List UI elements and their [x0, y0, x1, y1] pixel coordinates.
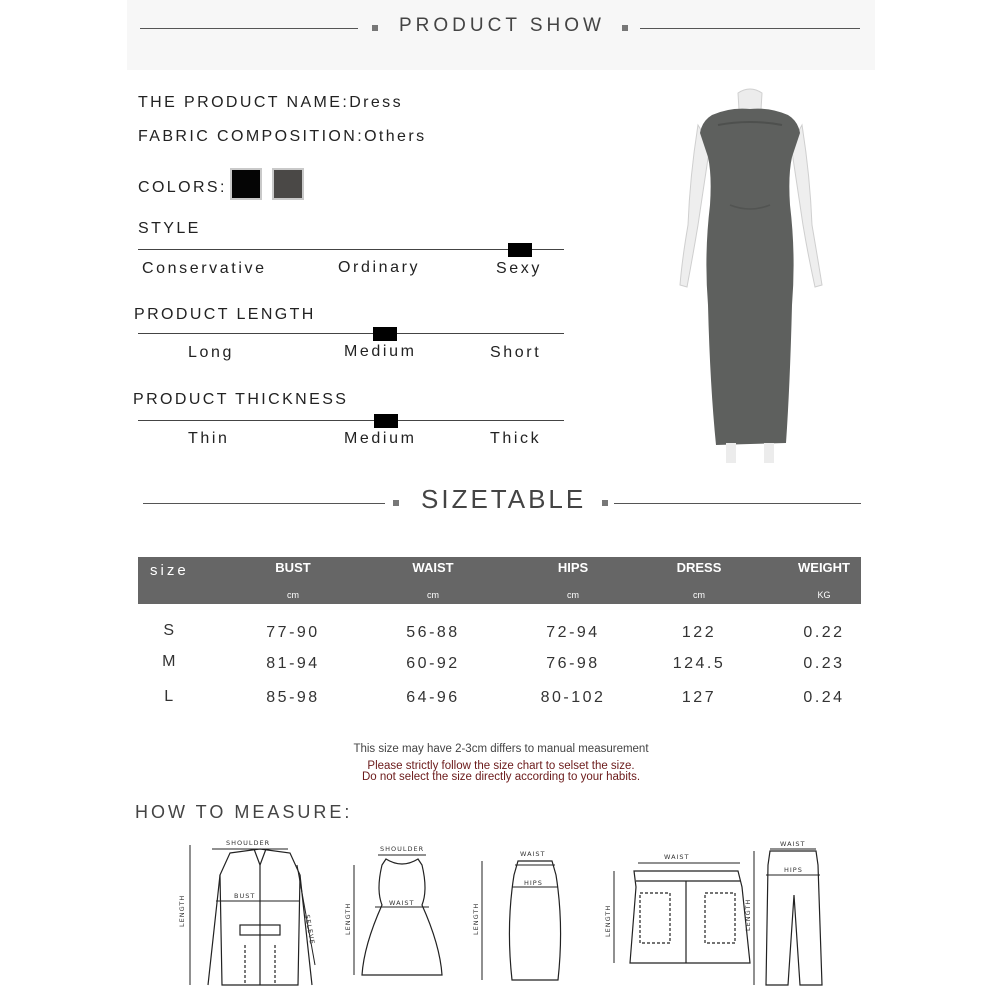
- thickness-option-thin: Thin: [188, 430, 230, 447]
- length-scale-line: [138, 333, 564, 334]
- measurement-diagrams: [170, 835, 870, 995]
- table-row-size: L: [164, 688, 176, 705]
- table-cell: 60-92: [406, 655, 460, 672]
- length-option-long: Long: [188, 344, 234, 361]
- size-column-header: size: [150, 562, 189, 579]
- thickness-option-medium: Medium: [344, 430, 417, 447]
- table-cell: 85-98: [266, 689, 320, 706]
- dress-waist-label: WAIST: [389, 899, 415, 907]
- skirt-hips-label: HIPS: [524, 879, 543, 887]
- length-option-medium: Medium: [344, 343, 417, 360]
- table-cell: 124.5: [672, 655, 726, 672]
- table-cell: 0.22: [803, 624, 845, 641]
- col-header-waist: WAIST: [412, 560, 454, 575]
- jacket-sleeve-label: SELEVE: [303, 913, 317, 946]
- col-header-bust: BUST: [275, 560, 311, 575]
- table-row-size: M: [162, 653, 178, 670]
- how-to-measure-title: HOW TO MEASURE:: [135, 802, 353, 822]
- table-cell: 81-94: [266, 655, 320, 672]
- color-swatch-black[interactable]: [230, 168, 262, 200]
- table-cell: 127: [681, 689, 717, 706]
- shorts-length-label: LENGTH: [604, 904, 612, 937]
- style-option-sexy: Sexy: [496, 260, 542, 277]
- length-option-short: Short: [490, 344, 542, 361]
- shorts-diagram: [614, 863, 750, 963]
- jacket-shoulder-label: SHOULDER: [226, 839, 271, 847]
- length-selected-marker: [373, 327, 397, 341]
- pants-length-label: LENGTH: [744, 898, 752, 931]
- product-name-row: [138, 94, 403, 112]
- length-title: PRODUCT LENGTH: [134, 306, 316, 323]
- fabric-row: [138, 128, 426, 146]
- dress-diagram: [354, 855, 442, 975]
- table-cell: 0.24: [803, 689, 845, 706]
- shorts-waist-label: WAIST: [664, 853, 690, 861]
- pants-waist-label: WAIST: [780, 840, 806, 848]
- fabric-value: Others: [364, 128, 427, 145]
- dress-length-label: LENGTH: [344, 902, 352, 935]
- sizetable-dot-left: [393, 500, 399, 506]
- page-title: PRODUCT SHOW: [399, 15, 605, 36]
- col-header-hips: HIPS: [557, 560, 589, 575]
- col-unit-bust: cm: [287, 590, 299, 600]
- thickness-title: PRODUCT THICKNESS: [133, 391, 349, 408]
- col-unit-weight: KG: [817, 590, 831, 600]
- skirt-waist-label: WAIST: [520, 850, 546, 858]
- jacket-bust-label: BUST: [234, 892, 256, 900]
- product-name-value: Dress: [349, 94, 403, 111]
- table-row-size: S: [163, 622, 177, 639]
- header-divider-left: [140, 28, 358, 29]
- measurement-note: This size may have 2-3cm differs to manual measurement: [353, 743, 649, 755]
- size-warning-line-2: Do not select the size directly according to your habits.: [361, 771, 641, 783]
- jacket-diagram: [190, 845, 315, 985]
- style-option-ordinary: Ordinary: [338, 259, 421, 276]
- dress-shoulder-label: SHOULDER: [380, 845, 425, 853]
- style-title: STYLE: [138, 220, 201, 237]
- thickness-scale-line: [138, 420, 564, 421]
- size-table-header: [138, 557, 861, 604]
- pants-hips-label: HIPS: [784, 866, 803, 874]
- header-divider-right: [640, 28, 860, 29]
- skirt-length-label: LENGTH: [472, 902, 480, 935]
- style-option-conservative: Conservative: [142, 260, 267, 277]
- col-unit-dress: cm: [693, 590, 705, 600]
- table-cell: 72-94: [546, 624, 600, 641]
- colors-label: COLORS:: [138, 179, 227, 196]
- header-dot-left: [372, 25, 378, 31]
- table-cell: 0.23: [803, 655, 845, 672]
- style-selected-marker: [508, 243, 532, 257]
- style-scale-line: [138, 249, 564, 250]
- table-cell: 56-88: [406, 624, 460, 641]
- jacket-length-label: LENGTH: [178, 894, 186, 927]
- header-dot-right: [622, 25, 628, 31]
- thickness-option-thick: Thick: [490, 430, 542, 447]
- table-cell: 122: [681, 624, 717, 641]
- col-header-dress: DRESS: [676, 560, 722, 575]
- thickness-selected-marker: [374, 414, 398, 428]
- sizetable-title: SIZETABLE: [421, 484, 587, 514]
- color-swatch-gray[interactable]: [272, 168, 304, 200]
- skirt-diagram: [482, 861, 561, 980]
- col-unit-waist: cm: [427, 590, 439, 600]
- fabric-label: FABRIC COMPOSITION:: [138, 128, 365, 145]
- table-cell: 64-96: [406, 689, 460, 706]
- col-header-weight: WEIGHT: [798, 560, 850, 575]
- size-warning-line-1: Please strictly follow the size chart to selset the size.: [367, 760, 635, 772]
- sizetable-divider-right: [614, 503, 861, 504]
- sizetable-divider-left: [143, 503, 385, 504]
- product-photo: [660, 85, 840, 470]
- table-cell: 77-90: [266, 624, 320, 641]
- table-cell: 76-98: [546, 655, 600, 672]
- col-unit-hips: cm: [567, 590, 579, 600]
- table-cell: 80-102: [540, 689, 606, 706]
- sizetable-dot-right: [602, 500, 608, 506]
- product-name-label: THE PRODUCT NAME:: [138, 94, 350, 111]
